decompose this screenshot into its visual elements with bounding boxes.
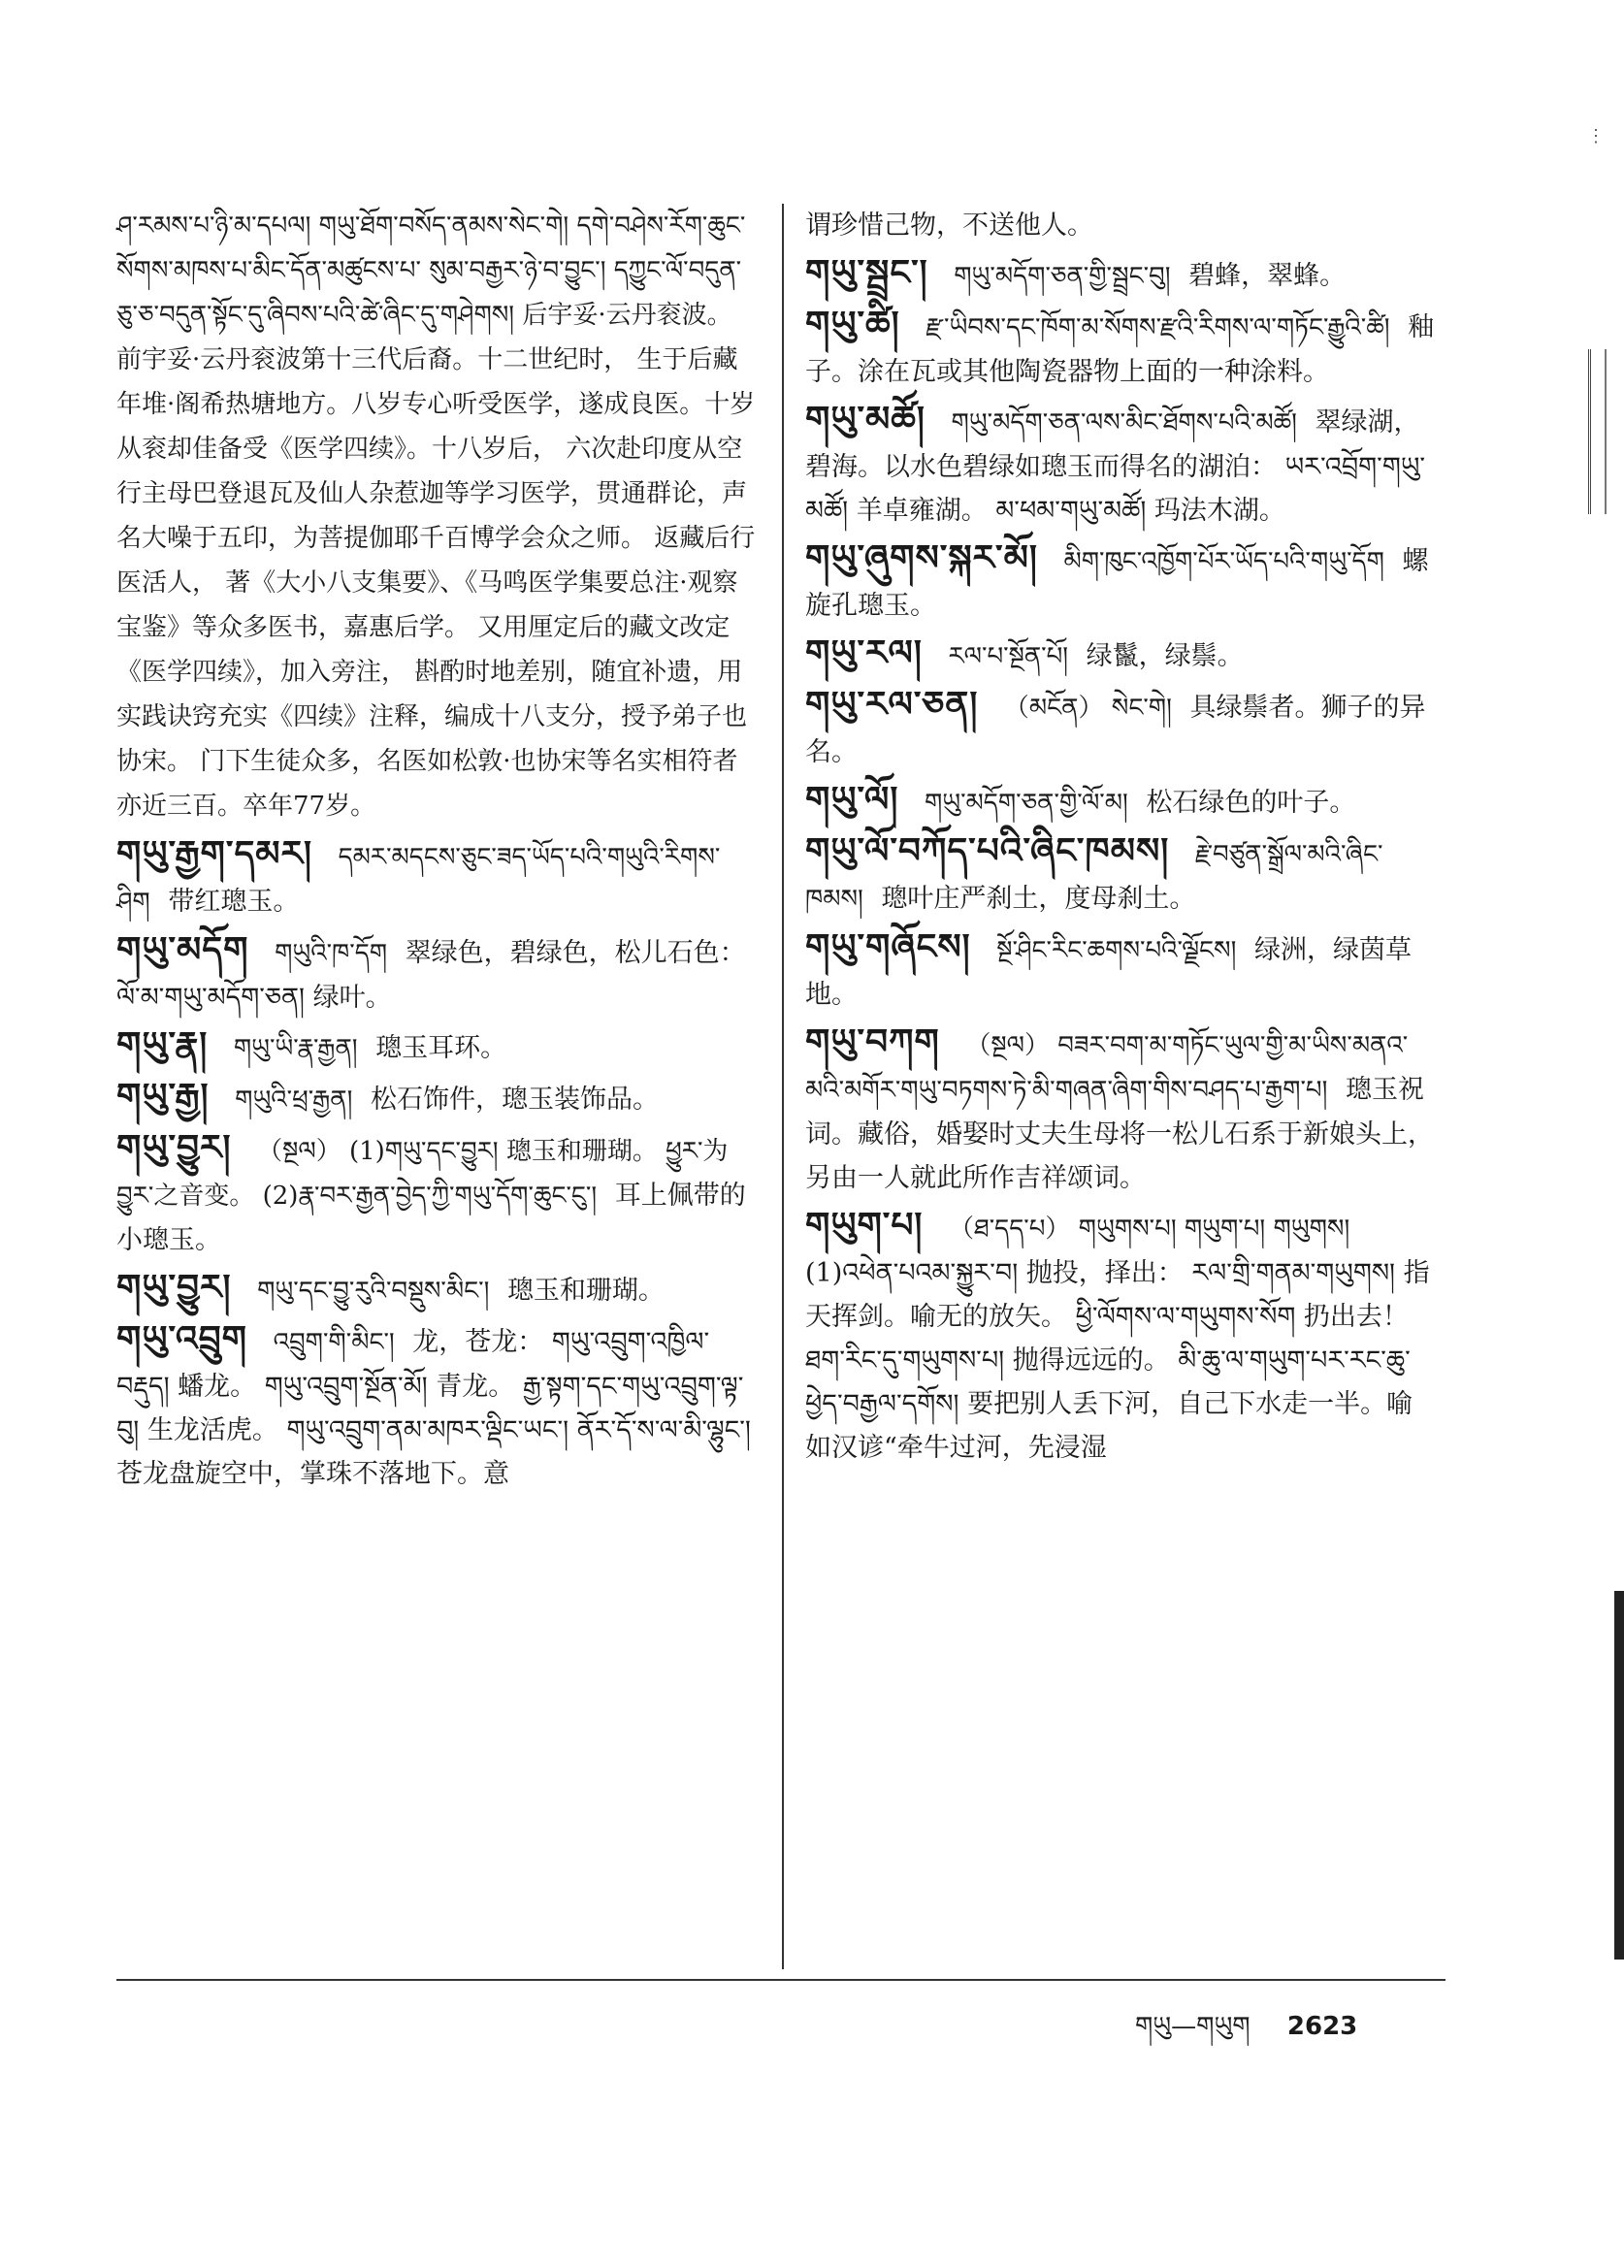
chinese-definition: 璁玉祝词。藏俗，婚娶时丈夫生母将一松儿石系于新娘头上， 另由一人就此所作吉祥颂词。 (805, 1075, 1434, 1193)
headword: གཡུ་མདོག (116, 929, 249, 970)
dictionary-entry (805, 398, 1436, 533)
chinese-definition: 碧蜂，翠蜂。 (1188, 261, 1347, 291)
chinese-definition: 具绿鬃者。狮子的异名。 (805, 693, 1426, 767)
dictionary-entry (805, 829, 1436, 922)
chinese-definition: 带红璁玉。 (168, 887, 300, 917)
dictionary-entry (116, 832, 757, 924)
dictionary-entry (805, 1021, 1436, 1200)
page-footer (1135, 1998, 1357, 2069)
dictionary-entry (805, 778, 1436, 826)
tibetan-definition: （མངོན） སེང་གེ། (1003, 694, 1172, 723)
tibetan-definition: གཡུ་མདོག་ཅན་གྱི་སྦྲང་བུ། (954, 262, 1171, 291)
tibetan-definition: སྔོ་ཤིང་རིང་ཆགས་པའི་ལྗོངས། (996, 936, 1237, 965)
headword: གཡུ་བྱུར། (116, 1267, 232, 1308)
headword: གཡུ་རལ་ཅན། (805, 684, 979, 725)
dictionary-entry (116, 1075, 757, 1122)
headword: གཡུ་རྣ། (116, 1024, 209, 1065)
chinese-definition: 翠绿湖，碧海。以水色碧绿如璁玉而得名的湖泊： ཡར་འབྲོག་གཡུ་མཚོ། 羊卓雍湖。 མ་ཕམ་གཡུ་མཚོ། 玛法木湖。 (805, 407, 1426, 526)
entry-text: ཤ་རམས་པ་ཉི་མ་དཔལ། གཡུ་ཐོག་བསོད་ནམས་སེང་གེ། དགེ་བཤེས་རོག་ཆུང་སོགས་མཁས་པ་མིང་དོན་མཚུངས་པ་ སུམ་བརྒྱར་ཉེ་བ་བྱུང་། དཀྱུང་ལོ་བདུན་ཅུ་ཅ་བདུན་སྟོང་དུ་ཞིབས་པའི་ཚེ་ཞིང་དུ་གཤེགས། 后宇妥·云丹衮波。前宇妥·云丹衮波第十三代后裔。十二世纪时， 生于后藏年堆·阁希热塘地方。八岁专心听受医学，遂成良医。十岁从衮却佳备受《医学四续》。十八岁后， 六次赴印度从空行主母巴登退瓦及仙人杂惹迦等学习医学，贯通群论，声名大噪于五印，为菩提伽耶千百博学会众之师。 返藏后行医活人， 著《大小八支集要》、《马鸣医学集要总注·观察宝鉴》等众多医书，嘉惠后学。 又用厘定后的藏文改定《医学四续》，加入旁注， 斟酌时地差别，随宜补遗，用实践诀窍充实《四续》注释，编成十八支分，授予弟子也协宋。 门下生徒众多，名医如松敦·也协宋等名实相符者亦近三百。卒年77岁。 (116, 211, 756, 821)
page-number: 2623 (1286, 2012, 1358, 2041)
headword: གཡུག་པ། (805, 1205, 924, 1246)
tibetan-definition: （སྔལ） བཟར་བག་མ་གཏོང་ཡུལ་གྱི་མ་ཡིས་མནའ་མའི་མགོར་གཡུ་བཏགས་ཏེ་མི་གཞན་ཞིག་གིས་བཤད་པ་རྒྱག་པ། (805, 1031, 1409, 1105)
tibetan-definition: གཡུ་མདོག་ཅན་གྱི་ལོ་མ། (924, 789, 1128, 818)
chinese-definition: 松石饰件，璁玉装饰品。 (370, 1085, 659, 1115)
page-edge-bar (1614, 1591, 1624, 1960)
chinese-definition: 璁玉耳环。 (375, 1033, 507, 1063)
chinese-definition: 螺旋孔璁玉。 (805, 546, 1429, 621)
chinese-definition: 璁玉和珊瑚。 (506, 1276, 665, 1306)
chinese-definition: 翠绿色，碧绿色，松儿石色： ལོ་མ་གཡུ་མདོག་ཅན། 绿叶。 (116, 938, 746, 1013)
tibetan-definition: འབྲུག་གི་མིང་། (273, 1328, 395, 1357)
chinese-definition: 绿鬣，绿鬃。 (1086, 641, 1244, 671)
chinese-definition: (1)འཕེན་པའམ་སྐྱུར་བ། 抛投，择出： རལ་གྲི་གནམ་གཡུགས། 指天挥剑。喻无的放矢。 ཕྱི་ལོགས་ལ་གཡུགས་སོག 扔出去！ ཐག་རིང་དུ་གཡུགས་པ། 抛得远远的。 མི་ཆུ་ལ་གཡུག་པར་རང་ཆུ་ཕྱེད་བརྒྱལ་དགོས། 要把别人丢下河，自己下水走一半。喻如汉谚“牵牛过河，先浸湿 (805, 1258, 1430, 1463)
dictionary-entry (805, 536, 1436, 628)
chinese-definition: 松石绿色的叶子。 (1146, 788, 1356, 818)
tibetan-definition: གཡུ་མདོག་ཅན་ལས་མིང་ཐོགས་པའི་མཚོ། (951, 408, 1297, 437)
chinese-definition: 璁叶庄严刹土，度母刹土。 (881, 884, 1196, 914)
dictionary-entry (805, 303, 1436, 394)
headword: གཡུ་རྒྱ། (116, 1076, 210, 1117)
tibetan-definition: （སྔལ） (1)གཡུ་དང་བྱུར། 璁玉和珊瑚。 ཕྱུར་为བྱུར་之音变。 (2)རྣ་བར་རྒྱན་བྱེད་ཀྱི་གཡུ་དོག་ཆུང་ངུ་། (116, 1137, 729, 1211)
entry-continuation (116, 204, 757, 828)
dictionary-entry (116, 1317, 757, 1496)
headword: གཡུ་གཞོངས། (805, 926, 971, 967)
tibetan-definition: གཡུའི་ཕྲ་རྒྱན། (235, 1085, 353, 1115)
chinese-definition: 谓珍惜己物，不送他人。 (805, 211, 1093, 241)
tibetan-definition: མིག་ཁུང་འཁྱོག་པོར་ཡོད་པའི་གཡུ་དོག (1063, 547, 1384, 576)
chinese-definition: 耳上佩带的小璁玉。 (116, 1181, 746, 1255)
dictionary-entry (116, 1126, 757, 1262)
dictionary-entry (805, 683, 1436, 774)
dictionary-entry (116, 928, 757, 1020)
page-corner-mark: ⋮ (1587, 126, 1605, 146)
tibetan-definition: གཡུ་དང་བྱུ་རུའི་བསྡུས་མིང་། (257, 1277, 490, 1306)
dictionary-entry (116, 1266, 757, 1313)
headword: གཡུ་རྒྱག་དམར། (116, 833, 312, 874)
tibetan-definition: རྗེ་བཙུན་སྒྲོལ་མའི་ཞིང་ཁམས། (805, 840, 1383, 914)
headword: གཡུ་ཞུགས་སྐར་མོ། (805, 537, 1038, 578)
headword: གཡུ་སྦྲང་། (805, 252, 928, 293)
tibetan-definition: གཡུའི་ཁ་དོག (275, 939, 388, 968)
headword: གཡུ་བཀག (805, 1021, 940, 1062)
headword: གཡུ་རལ། (805, 632, 923, 673)
running-head-range: གཡུ—གཡུག (1135, 2012, 1250, 2041)
headword: གཡུ་ལོ་བཀོད་པའི་ཞིང་ཁམས། (805, 830, 1170, 871)
headword: གཡུ་ཚི། (805, 304, 900, 344)
dictionary-entry (805, 632, 1436, 679)
page-edge-marks (1588, 349, 1607, 514)
headword: གཡུ་འབྲུག (116, 1318, 248, 1359)
dictionary-entry (805, 1204, 1436, 1470)
tibetan-definition: དམར་མདངས་ཅུང་ཟད་ཡོད་པའི་གཡུའི་རིགས་ཤིག (116, 843, 721, 917)
tibetan-definition: རལ་པ་སྔོན་པོ། (948, 642, 1069, 671)
headword: གཡུ་མཚོ། (805, 399, 926, 439)
entry-continuation (805, 204, 1436, 247)
chinese-definition: 釉子。涂在瓦或其他陶瓷器物上面的一种涂料。 (805, 312, 1435, 387)
tibetan-definition: རྫ་ཡིབས་དང་ཁོག་མ་སོགས་རྫའི་རིགས་ལ་གཏོང་རྒྱུའི་ཚི། (926, 313, 1390, 342)
left-column (116, 204, 757, 1500)
dictionary-entry (805, 251, 1436, 299)
dictionary-entry (116, 1023, 757, 1071)
tibetan-definition: གཡུ་ཡི་རྣ་རྒྱན། (233, 1034, 358, 1063)
footer-rule (116, 1979, 1445, 1981)
chinese-definition: 龙，苍龙： གཡུ་འབྲུག་འཁྱིལ་བརྡུད། 蟠龙。 གཡུ་འབྲུག་སྔོན་མོ། 青龙。 རྒྱ་སྟག་དང་གཡུ་འབྲུག་ལྟ་བུ། 生龙活虎。 གཡུ་འབྲུག་ནམ་མཁར་ལྡིང་ཡང་། ནོར་དོ་ས་ལ་མི་ལྷུང་། 苍龙盘旋空中，掌珠不落地下。意 (116, 1327, 751, 1489)
column-divider (782, 204, 784, 1969)
dictionary-entry (805, 925, 1436, 1017)
chinese-definition: 绿洲，绿茵草地。 (805, 935, 1412, 1010)
tibetan-definition: （ཐ་དད་པ） གཡུགས་པ། གཡུག་པ། གཡུགས། (949, 1215, 1350, 1244)
right-column (805, 204, 1436, 1474)
headword: གཡུ་བྱུར། (116, 1127, 232, 1168)
headword: གཡུ་ལོ། (805, 779, 899, 820)
